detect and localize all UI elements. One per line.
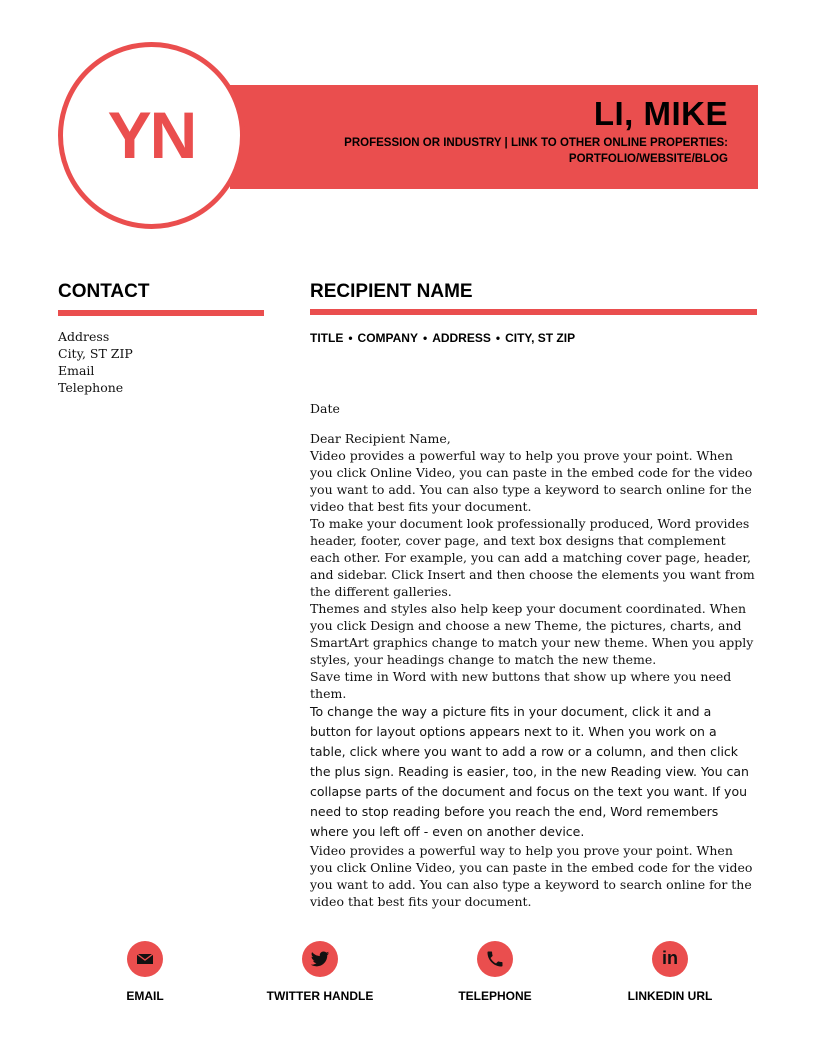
contact-divider bbox=[58, 310, 264, 316]
footer-twitter bbox=[240, 941, 400, 1003]
separator-dot: • bbox=[348, 331, 353, 345]
recipient-company: COMPANY bbox=[357, 331, 418, 345]
contact-details bbox=[58, 328, 258, 396]
recipient-title: TITLE bbox=[310, 331, 344, 345]
footer-email bbox=[65, 941, 225, 1003]
separator-dot: • bbox=[495, 331, 501, 345]
subtitle-line-1: PROFESSION OR INDUSTRY | LINK TO OTHER ONLINE PROPERTIES: bbox=[344, 137, 728, 149]
contact-heading: CONTACT bbox=[58, 281, 150, 302]
header-banner bbox=[230, 85, 758, 189]
letter-paragraph: Video provides a powerful way to help you prove your point. When you click Online Video, you can paste in the embed code for the video you want to add. You can also type a keyword to search online for the video that best fits your document. bbox=[310, 448, 753, 514]
contact-email: Email bbox=[58, 363, 95, 378]
footer-linkedin bbox=[590, 941, 750, 1003]
recipient-divider bbox=[310, 309, 757, 315]
letter-salutation: Dear Recipient Name, bbox=[310, 431, 451, 446]
twitter-icon bbox=[302, 941, 338, 977]
contact-city: City, ST ZIP bbox=[58, 346, 133, 361]
recipient-heading: RECIPIENT NAME bbox=[310, 281, 473, 302]
contact-address: Address bbox=[58, 329, 110, 344]
letter-paragraph: To make your document look professionally produced, Word provides header, footer, cover page, and text box designs that complement each other. For example, you can add a matching cover page, header, and sidebar. Click Insert and then choose the elements you want from the different galleries. bbox=[310, 516, 755, 599]
recipient-address: ADDRESS bbox=[432, 331, 491, 345]
linkedin-glyph: in bbox=[662, 948, 678, 968]
telephone-label: TELEPHONE bbox=[458, 989, 532, 1003]
twitter-label: TWITTER HANDLE bbox=[266, 989, 374, 1003]
letter-paragraph: Save time in Word with new buttons that show up where you need them. bbox=[310, 669, 732, 701]
email-label: EMAIL bbox=[126, 989, 164, 1003]
letter-date: Date bbox=[310, 401, 340, 416]
linkedin-icon bbox=[652, 941, 688, 977]
linkedin-label: LINKEDIN URL bbox=[627, 989, 713, 1003]
monogram-circle bbox=[58, 42, 245, 229]
envelope-icon bbox=[127, 941, 163, 977]
contact-telephone: Telephone bbox=[58, 380, 124, 395]
letter-paragraph: Themes and styles also help keep your document coordinated. When you click Design and choose a new Theme, the pictures, charts, and SmartArt graphics change to match your new theme. When you apply styles, your headings change to match the new theme. bbox=[310, 601, 754, 667]
applicant-name: LI, MIKE bbox=[593, 95, 728, 132]
phone-icon bbox=[477, 941, 513, 977]
recipient-details bbox=[310, 331, 575, 345]
letter-paragraph: Video provides a powerful way to help you prove your point. When you click Online Video, you can paste in the embed code for the video you want to add. You can also type a keyword to search online for the video that best fits your document. bbox=[310, 843, 753, 909]
monogram-initials: YN bbox=[107, 98, 196, 172]
letter-paragraph: To change the way a picture fits in your document, click it and a button for layout options appears next to it. When you work on a table, click where you want to add a row or a column, and then click the plus sign. Reading is easier, too, in the new Reading view. You can collapse parts of the document and focus on the text you want. If you need to stop reading before you reach the end, Word remembers where you left off - even on another device. bbox=[310, 704, 749, 839]
recipient-city: CITY, ST ZIP bbox=[505, 331, 576, 345]
subtitle-line-2: PORTFOLIO/WEBSITE/BLOG bbox=[568, 153, 728, 165]
separator-dot: • bbox=[422, 331, 428, 345]
letter-body bbox=[310, 400, 756, 910]
header-subtitle bbox=[288, 135, 728, 167]
footer-telephone bbox=[415, 941, 575, 1003]
